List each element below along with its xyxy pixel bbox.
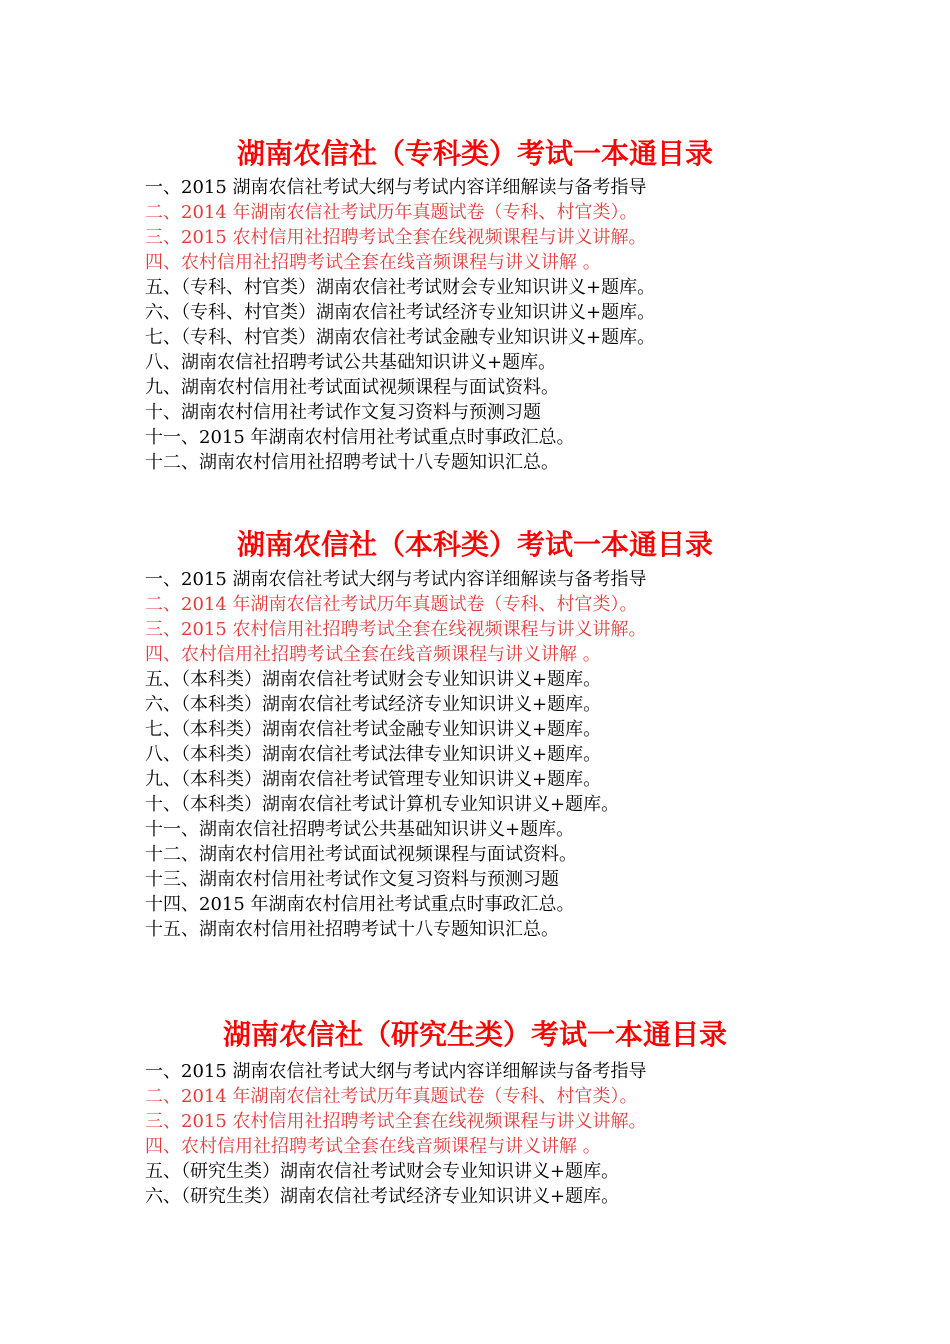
toc-item: 十一、2015 年湖南农村信用社考试重点时事政汇总。 <box>145 427 575 448</box>
toc-item: 一、2015 湖南农信社考试大纲与考试内容详细解读与备考指导 <box>145 177 647 198</box>
toc-item: 七、（专科、村官类）湖南农信社考试金融专业知识讲义+题库。 <box>145 327 656 348</box>
toc-item: 九、（本科类）湖南农信社考试管理专业知识讲义+题库。 <box>145 769 602 790</box>
toc-item: 三、2015 农村信用社招聘考试全套在线视频课程与讲义讲解。 <box>145 227 647 248</box>
toc-item: 四、农村信用社招聘考试全套在线音频课程与讲义讲解 。 <box>145 1136 601 1157</box>
toc-item: 五、（专科、村官类）湖南农信社考试财会专业知识讲义+题库。 <box>145 277 656 298</box>
toc-item: 二、2014 年湖南农信社考试历年真题试卷（专科、村官类）。 <box>145 202 638 223</box>
toc-list <box>145 175 655 475</box>
toc-item: 八、湖南农信社招聘考试公共基础知识讲义+题库。 <box>145 352 557 373</box>
toc-item: 八、（本科类）湖南农信社考试法律专业知识讲义+题库。 <box>145 744 602 765</box>
toc-item: 一、2015 湖南农信社考试大纲与考试内容详细解读与备考指导 <box>145 569 647 590</box>
toc-item: 七、（本科类）湖南农信社考试金融专业知识讲义+题库。 <box>145 719 602 740</box>
toc-list <box>145 1059 647 1209</box>
toc-item: 三、2015 农村信用社招聘考试全套在线视频课程与讲义讲解。 <box>145 619 647 640</box>
section-title: 湖南农信社（本科类）考试一本通目录 <box>236 528 713 561</box>
toc-item: 十、（本科类）湖南农信社考试计算机专业知识讲义+题库。 <box>145 794 620 815</box>
toc-item: 十五、湖南农村信用社招聘考试十八专题知识汇总。 <box>145 919 559 940</box>
toc-item: 十二、湖南农村信用社招聘考试十八专题知识汇总。 <box>145 452 559 473</box>
toc-item: 十二、湖南农村信用社考试面试视频课程与面试资料。 <box>145 844 577 865</box>
toc-list <box>145 567 647 942</box>
toc-item: 十四、2015 年湖南农村信用社考试重点时事政汇总。 <box>145 894 575 915</box>
toc-item: 二、2014 年湖南农信社考试历年真题试卷（专科、村官类）。 <box>145 1086 638 1107</box>
toc-item: 十一、湖南农信社招聘考试公共基础知识讲义+题库。 <box>145 819 575 840</box>
toc-item: 六、（专科、村官类）湖南农信社考试经济专业知识讲义+题库。 <box>145 302 656 323</box>
section-title: 湖南农信社（专科类）考试一本通目录 <box>236 137 713 170</box>
toc-item: 四、农村信用社招聘考试全套在线音频课程与讲义讲解 。 <box>145 644 601 665</box>
section-title: 湖南农信社（研究生类）考试一本通目录 <box>222 1018 727 1051</box>
toc-item: 三、2015 农村信用社招聘考试全套在线视频课程与讲义讲解。 <box>145 1111 647 1132</box>
toc-item: 十三、湖南农村信用社考试作文复习资料与预测习题 <box>145 869 559 890</box>
toc-item: 四、农村信用社招聘考试全套在线音频课程与讲义讲解 。 <box>145 252 601 273</box>
toc-item: 五、（研究生类）湖南农信社考试财会专业知识讲义+题库。 <box>145 1161 620 1182</box>
toc-item: 十、湖南农村信用社考试作文复习资料与预测习题 <box>145 402 541 423</box>
toc-item: 五、（本科类）湖南农信社考试财会专业知识讲义+题库。 <box>145 669 602 690</box>
toc-item: 六、（本科类）湖南农信社考试经济专业知识讲义+题库。 <box>145 694 602 715</box>
toc-item: 六、（研究生类）湖南农信社考试经济专业知识讲义+题库。 <box>145 1186 620 1207</box>
toc-item: 九、湖南农村信用社考试面试视频课程与面试资料。 <box>145 377 559 398</box>
toc-item: 一、2015 湖南农信社考试大纲与考试内容详细解读与备考指导 <box>145 1061 647 1082</box>
toc-item: 二、2014 年湖南农信社考试历年真题试卷（专科、村官类）。 <box>145 594 638 615</box>
